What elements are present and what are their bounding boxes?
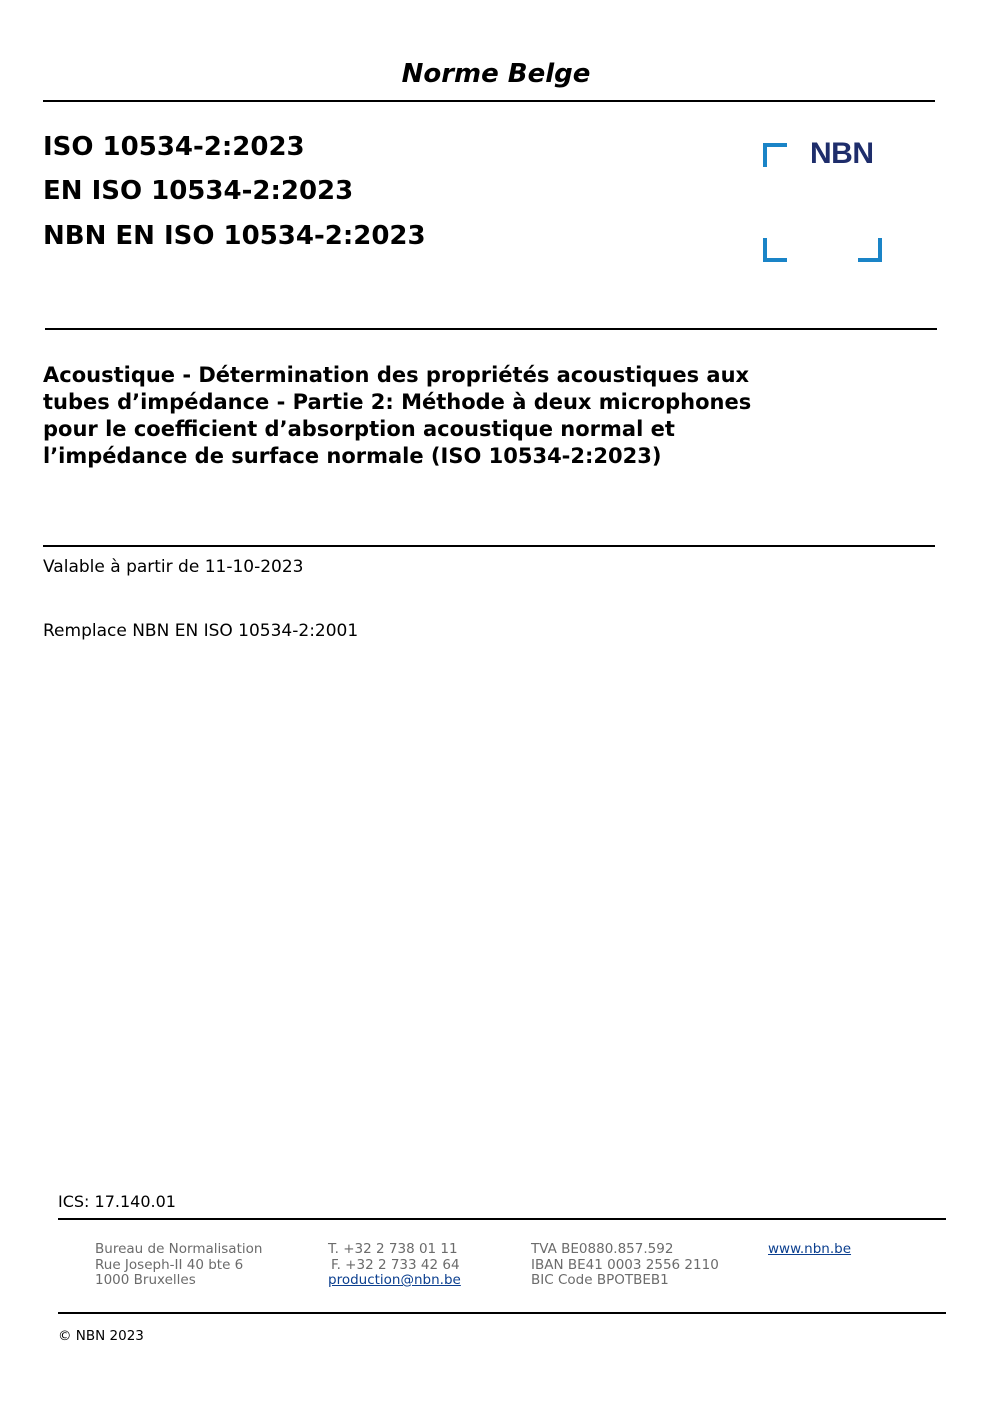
- address-line: Bureau de Normalisation: [95, 1241, 263, 1257]
- title-line: l’impédance de surface normale (ISO 10534-2:2023): [43, 444, 662, 468]
- vat-number: TVA BE0880.857.592: [531, 1241, 674, 1257]
- fax-number: F. +32 2 733 42 64: [331, 1256, 460, 1273]
- title-line: Acoustique - Détermination des propriétés acoustiques aux: [43, 363, 750, 387]
- address-line: Rue Joseph-II 40 bte 6: [95, 1256, 244, 1273]
- copyright-notice: © NBN 2023: [58, 1328, 144, 1344]
- footer-contact: [328, 1242, 461, 1289]
- logo-corner-bottom-left: [763, 238, 787, 262]
- standard-number-nbn: NBN EN ISO 10534-2:2023: [43, 221, 426, 251]
- footer-top-rule: [58, 1218, 946, 1220]
- title-line: tubes d’impédance - Partie 2: Méthode à deux microphones: [43, 390, 752, 414]
- bic-code: BIC Code BPOTBEB1: [531, 1272, 669, 1288]
- valid-from-date: Valable à partir de 11-10-2023: [43, 557, 304, 577]
- standard-number-iso: ISO 10534-2:2023: [43, 132, 305, 162]
- footer-bottom-rule: [58, 1312, 946, 1314]
- ics-code: ICS: 17.140.01: [58, 1192, 176, 1211]
- standard-number-en: EN ISO 10534-2:2023: [43, 176, 354, 206]
- header-title: Norme Belge: [401, 59, 591, 89]
- phone-number: T. +32 2 738 01 11: [328, 1241, 458, 1257]
- logo-corner-top-left: [763, 143, 787, 167]
- document-title: [43, 362, 903, 470]
- address-line: 1000 Bruxelles: [95, 1272, 196, 1288]
- title-line: pour le coefficient d’absorption acoustique normal et: [43, 417, 675, 441]
- iban-number: IBAN BE41 0003 2556 2110: [531, 1256, 719, 1273]
- title-bottom-rule: [43, 545, 935, 547]
- footer-address: [95, 1242, 262, 1289]
- nbn-logo: [760, 137, 886, 266]
- footer-banking: [531, 1242, 719, 1289]
- replaces-standard: Remplace NBN EN ISO 10534-2:2001: [43, 621, 359, 641]
- footer-web: [768, 1242, 851, 1258]
- logo-corner-bottom-right: [858, 238, 882, 262]
- header-rule: [43, 100, 935, 102]
- logo-text: NBN: [810, 137, 874, 170]
- title-top-rule: [45, 328, 937, 330]
- website-link[interactable]: www.nbn.be: [768, 1241, 852, 1257]
- email-link[interactable]: production@nbn.be: [328, 1272, 461, 1288]
